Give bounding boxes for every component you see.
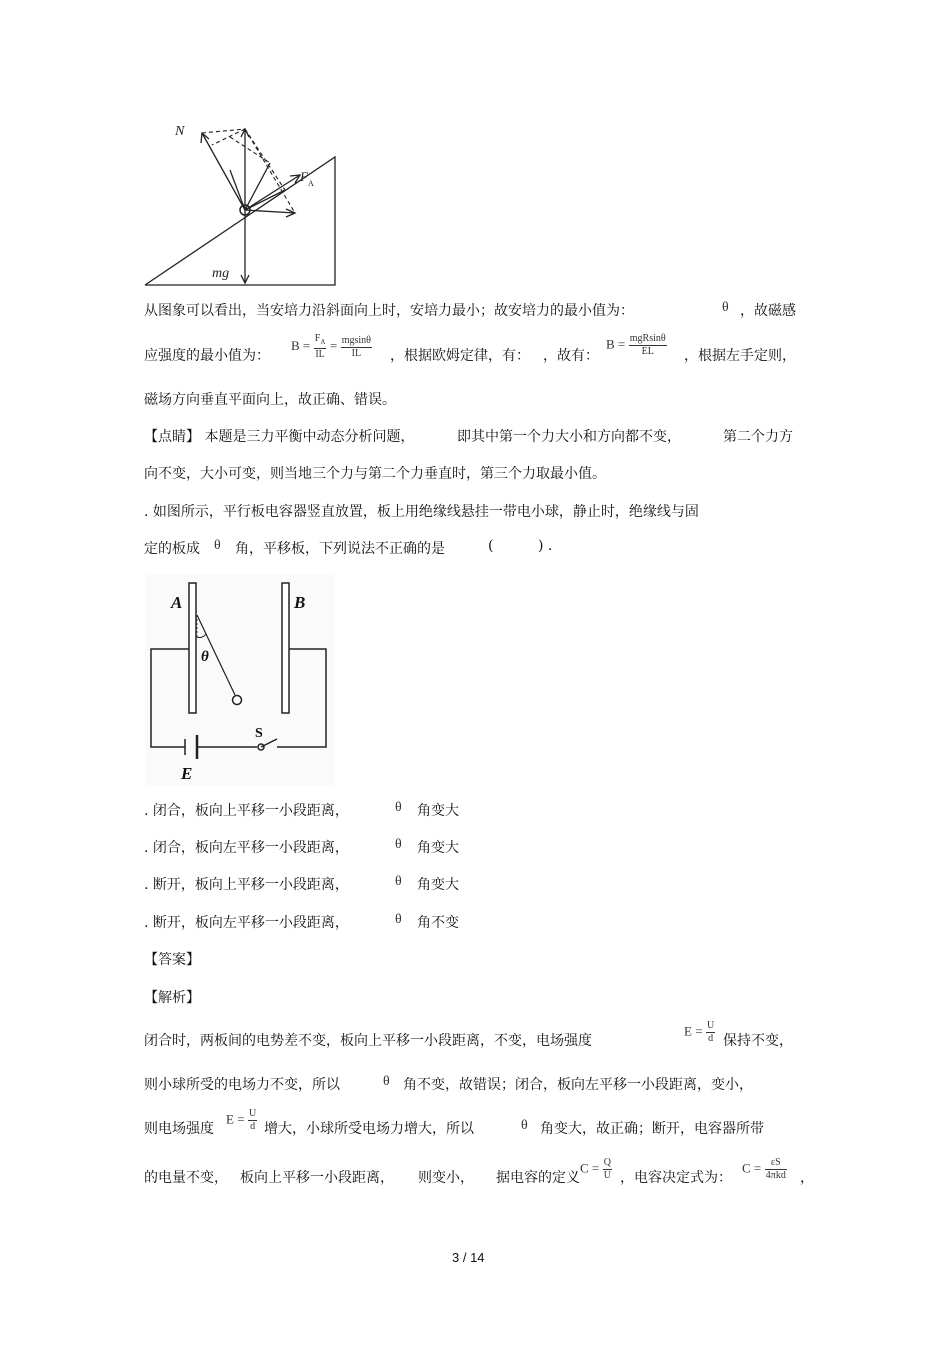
question-line2a: 定的板成 xyxy=(144,541,200,557)
charged-ball xyxy=(233,696,242,705)
formula-b-min: B = $\frac{F_A}{IL}$ = $\frac{mgsin\theta}{IL}$ xyxy=(291,333,371,360)
option-text: . 闭合，板向左平移一小段距离， xyxy=(144,840,349,856)
label-n: N xyxy=(175,124,185,139)
plate-b xyxy=(282,583,289,713)
option-text: . 断开，板向上平移一小段距离， xyxy=(144,877,349,893)
formula-b-final: B = $\frac{\text{mgRsinθ}}{EL}$ xyxy=(606,333,666,357)
analysis-line2: 则小球所受的电场力不变，所以 xyxy=(144,1077,340,1093)
analysis-line1: 闭合时，两板间的电势差不变，板向上平移一小段距离，不变，电场强度 xyxy=(144,1033,592,1049)
analysis-line4: 的电量不变， xyxy=(144,1170,228,1186)
normal-vector xyxy=(202,133,245,210)
answer-label: 【答案】 xyxy=(144,952,200,968)
label-fa: F xyxy=(300,169,308,184)
label-mg: mg xyxy=(212,266,230,281)
dianjing-line1b: 即其中第一个力大小和方向都不变， xyxy=(457,429,681,445)
para1-line2: 应强度的最小值为： xyxy=(144,348,270,364)
question-line1: . 如图所示，平行板电容器竖直放置，板上用绝缘线悬挂一带电小球，静止时，绝缘线与固 xyxy=(144,504,699,520)
dianjing-line1c: 第二个力方 xyxy=(723,429,793,445)
analysis-line3: 则电场强度 xyxy=(144,1121,214,1137)
page-number: 3 / 14 xyxy=(452,1250,485,1265)
capacitor-circuit-figure xyxy=(145,575,335,785)
dianjing-line1a: 【点睛】 本题是三力平衡中动态分析问题， xyxy=(144,429,415,445)
svg-text:A: A xyxy=(308,179,314,188)
force-diagram-figure xyxy=(140,115,350,290)
para1-line3: 磁场方向垂直平面向上，故正确、错误。 xyxy=(144,392,396,408)
formula-c-def: C = $\frac{Q}{U}$ xyxy=(580,1157,611,1181)
dianjing-line2: 向不变，大小可变，则当地三个力与第二个力垂直时，第三个力取最小值。 xyxy=(144,466,606,482)
formula-e-2: E = $\frac{U}{d}$ xyxy=(226,1108,257,1132)
label-e: E xyxy=(181,764,193,783)
label-theta: θ xyxy=(201,649,209,665)
formula-c-decisive: C = $\frac{\varepsilon S}{\text{4πkd}}$ xyxy=(742,1157,786,1181)
label-b: B xyxy=(294,593,306,612)
plate-a xyxy=(189,583,196,713)
formula-e-1: E = $\frac{U}{d}$ xyxy=(684,1020,715,1044)
analysis-label: 【解析】 xyxy=(144,990,200,1006)
ampere-force-vector xyxy=(245,175,300,210)
label-a: A xyxy=(171,593,183,612)
option-text: . 断开，板向左平移一小段距离， xyxy=(144,915,349,931)
option-text: . 闭合，板向上平移一小段距离， xyxy=(144,803,349,819)
label-s: S xyxy=(255,726,263,741)
para1-line1: 从图象可以看出，当安培力沿斜面向上时，安培力最小；故安培力的最小值为： xyxy=(144,303,634,319)
